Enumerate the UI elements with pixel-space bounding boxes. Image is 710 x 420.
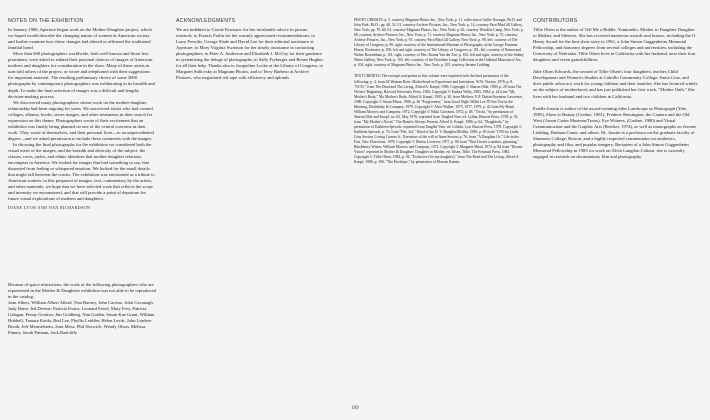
notes-column bbox=[8, 18, 156, 211]
acknowledgments-heading: ACKNOWLEDGMENTS bbox=[176, 18, 236, 24]
notes-paragraph: In January 1986, Aperture began work on the Mother-Daughter project, which we hoped would describe the changing nature of women in American society and further examine how these changes had altered or affirmed the traditional familial bond. bbox=[8, 27, 152, 51]
notes-signature: DIANE LYON AND NAN RICHARDSON bbox=[8, 205, 91, 211]
acknowledgments-text: We are indebted to Carole Kismaric for her invaluable advice in picture research; to Francis Fralin for her warmly appreciated recommendations; to Larry Fresolis, George Slade and David Lee for their editorial assistance at Aperture; to Mary Virginia Swanson for her timely assistance in contacting photographers; to Peter A. Anderson and Elizabeth J. McCoy for their guidance in systemizing the deluge of photographs; to Sally Fryberger and Renee Hughes for all their help. Thanks also to Jacqueline Locke at the Library of Congress, to Margaret Sullovsky at Magnum Photos, and to Terry Barbero at Archive Pictures, who negotiated red tape with efficiency and aplomb. bbox=[176, 27, 324, 81]
notes-paragraph: More than 600 photographers worldwide, both well-known and those less prominent, were asked to submit their personal choices of images of American mothers and daughters for consideration in the show. Many of these artists in turn told others of the project, or wrote and telephoned with their suggestions for important material. The resulting preliminary choice of some 3000 photographs by contemporary photographers was exhilarating in its breadth and depth. To make the final selection of images was a difficult and lengthy decision-making process. bbox=[8, 51, 155, 99]
notes-paragraph: We discovered many photographers whose work on the mother-daughter relationship had been ongoing for years. We uncovered artists who had created collages, albums, books, series images, and other treatments in their search for expression on this theme. Photographers wrote of their excitement that an exhibition was finally being planned on one of the central concerns in their work. They wrote of themselves, and their personal lives—to an unprecedented degree—and we asked permission to include these comments with the images. bbox=[8, 99, 154, 141]
acknowledgments-column bbox=[176, 18, 324, 81]
photo-credits-text: PHOTO CREDITS: p. 5, courtesy Magnum Photos Inc., New York; p. 11, collection of Sallie Noonger, Ph.D. and John Fink, Ph.D.; pp. 40, 52, 51, courtesy Archive Pictures, Inc., New York; p. 14, courtesy Pace/MacGill Gallery, New York; pp. 70, 60, 61, courtesy Magnum Photos, Inc., New York; p. 62, courtesy Woodfin Camp, New York; p. 68, courtesy Archive Pictures, Inc., New York; p. 71, courtesy Magnum Photos Inc., New York; p. 75, courtesy Archive Pictures, Inc., New York; p. 91, courtesy Pace/MacGill Gallery, New York; p. 99, left: courtesy of The Library of Congress; p. 99, right: courtesy of the International Museum of Photography at the George Eastman House, Rochester; p. 100, left and right, courtesy of The Library of Congress; p. 101, left, courtesy of Nanon and Walter Rosenblum; p. 101, right, courtesy of Mrs. Donna Van der Zee; p. 102, left and right, courtesy of the Sidney Winer Gallery, New York; p. 103, left, courtesy of the Dorothea Lange Collection at the Oakland Museum of Art; p. 104, right, courtesy of Magnum Photos Inc., New York; p. 105, courtesy Jerome Liebling. bbox=[354, 18, 524, 68]
contributor-bio: Julie Olsen Edwards, the second of Tillie Olsen's four daughters, teaches Child Development and Women's Studies at Cabrillo Community College, Santa Cruz, and does public advocacy work for young children and their families. She has lectured widely on the subject of motherhood, and has just published her first work, "Mother Oath." She lives with her husband and two children in California. bbox=[533, 69, 698, 99]
text-credits-block bbox=[354, 74, 524, 165]
notes-heading: NOTES ON THE EXHIBITION bbox=[8, 18, 84, 24]
text-credits-text: The excerpts and poems in this volume were reprinted with the kind permission of the following: p. 4, from Of Woman Born: Motherhood as Experience and Institution, W.W. Norton, 1976; p. 8, "55/35," from The Dead and The Living, Alfred A. Knopf, 1986. Copyright © Sharon Olds, 1983; p. 28 from The Writers' Beginning, Harvard University Press, 1984. Copyright © Eudora Welty, 1983, 1984; p. 24 from "My Mother's Body," My Mother's Body, Alfred A. Knopf, 1985; p. 30, from Mothers, E.P. Dutton/Seymour Lawrence, 1986. Copyright © Susan Minot, 1986; p. 36 "Forgiveness," from Good Night Willie Lee I'll See You in the Morning, Doubleday & Company, 1979. Copyright © Alice Walker, 1975, 1977, 1979; p. 42 from My Hand, William Morrow and Company, 1972. Copyright © Nikki Giovanni, 1972; p. 48, "Tricks," by permission of Sharon Olds and Knopf, no. 82, May 1976; reprinted from Tangled Vine, ed. Lyllan, Beacon Press, 1978; p. 56 from "My Mother's Novel," The Hand is Always Present, Alfred A. Knopf, 1986; p. 64, "Daughterly," by permission of Kathleen Spivack; reprinted from Tangled Vine, ed. Lifshin, Lyn, Beacon Press, 1978. Copyright © Kathleen Spivack; p. 70, from "Feb. 3rd," Word of the D. V. Hueghes/Mifflin, 1980; p. 85 from "1976 by Linda Gray Sexton, Loving Conner Jr., Executors of the will of Anne Sexton; p. 76, from "A Daughter Or," Life in the Fast, New Directions, 1978. Copyright © Denise Levertov, 1977; p. 80 from "That I'm not a mother, gleaming," Blackberry Winter, William Morrow and Company, 1972. Copyright © Margaret Mead, 1972; p. 84 from "Dream-Vision" reprinted in Mother & Daughter: Daughter in Mother, ed. Olsen, Tillie, The Feminist Press, 1984. Copyright © Tillie Olsen, 1984; p. 92, "Exclusive (for my daughter)," from The Dead and The Living, Alfred A. Knopf, 1986; p. 106, "The Envelope," by permission of Maxine Kumin. bbox=[354, 74, 523, 165]
notes-paragraph: In choosing the final photographs for the exhibition we considered both the visual merit of the images, and the breadth and diversity of the subject: the classes, races, styles, and ethnic identities that mother-daughter relations encompass in America. We looked for images that had something to say, that dissented from feeling or whispered emotion. We looked for the small details that might fall between the cracks. The exhibition was envisioned as a tribute to American women: in this potpourri of images, text, commentary by the artists, and other materials, we hope that we have selected work that reflects the scope and intensity we encountered, and that will provide a point of departure for future visual explorations of mothers and daughters. bbox=[8, 141, 155, 202]
page-number: 109 bbox=[351, 406, 359, 411]
text-credits-heading: TEXT CREDITS: bbox=[354, 74, 381, 79]
contributor-bio: Tillie Olsen is the author of Tell Me a Riddle, Yonnondio, Mother to Daughter Daughter to Mother, and Silences. She has received numerous awards and honors, including the O. Henry Award for the best short story in 1961, a John Simon Guggenheim Memorial Fellowship, and honorary degrees from several colleges and universities, including the University of Nebraska. Tillie Olsen lives in California with her husband, near their four daughters and seven grandchildren. bbox=[533, 27, 697, 63]
restrictions-intro: Because of space restrictions, the work of the following photographers who are represented in the Mother & Daughters exhibition was not able to be reproduced in the catalog: bbox=[8, 282, 156, 300]
restrictions-section bbox=[8, 282, 156, 336]
restrictions-names: Joan Albert, William Albert Allard, Tina Barney, John Carrino, John Cavanagh, Judy Dater, Jed Devine, Patricia Evans, Leonard Freed, Mary Frey, Patricia Galagan, Penny Gentieu, Jim Goldberg, Nan Goldin, Susan Kae Grant, William Hubbell, Tamara Kaida, Bud Lee, Phyllis Leidder, Helen Levitt, John Lurders-Booth, Jeff Mermelstein, Joan Moss, Phil Norwich, Wendy Olson, Melissa Pinney, Sarah Putnam, Jack Radcliffe bbox=[8, 300, 155, 336]
contributor-bio: Estelle Jussim is author of the award-winning titles Landscape as Photograph (Yale, 1985), Slave to Beauty (Godine, 1981), Frederic Remington, the Camera and the Old West (Amon Carter Museum/Texas), Eye Witness, (Godine, 1980) and Visual Communication and the Graphic Arts (Bowker, 1974), as well as monographs on Jerome Liebling, Barbara Crane, and others. Dr. Jussim is a professor on the graduate faculty of Simmons College, Boston, and a highly respected commentator on aesthetics, photography and film, and popular imagery. Recipient of a John Simon Guggenheim Memorial Fellowship in 1985 for work on Alvin Langdon Coburn, she is currently engaged in research on documentary film and photography. bbox=[533, 105, 697, 159]
credits-column bbox=[354, 18, 524, 165]
contributors-heading: CONTRIBUTORS bbox=[533, 18, 578, 24]
contributors-column bbox=[533, 18, 698, 160]
